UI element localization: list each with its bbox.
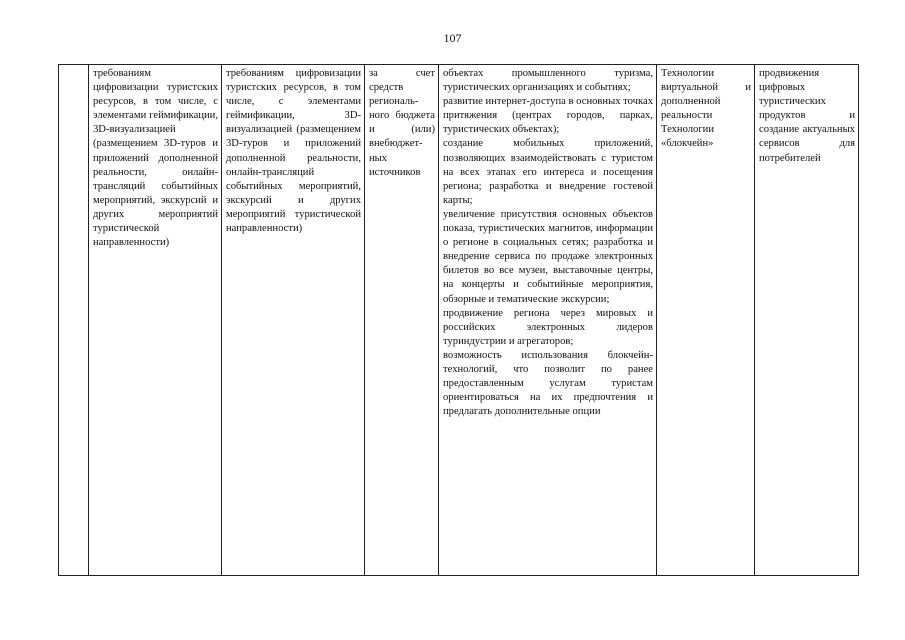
measures-table <box>58 64 859 576</box>
measure-item: создание мобильных приложений, позволяющих взаимодействовать с туристом на всех этапах его интереса и посещения региона; разработка и внедрение гостевой карты; <box>443 138 653 206</box>
measure-item: объектах промышленного туризма, туристических организациях и событиях; <box>443 68 653 94</box>
measure-item: увеличение присутствия основных объектов показа, туристических магнитов, информации о регионе в социальных сетях; разработка и внедрение сервиса по продаже электронных билетов во все музеи, выставочные центры, на концерты и событийные мероприятия, обзорные и тематические экскурсии; <box>443 208 653 305</box>
measure-item: возможность использования блокчейн-технологий, что позволит по ранее предоставленным услугам туристам ориентироваться на их предпочтения и предлагать дополнительные опции <box>443 349 653 418</box>
funding-cell <box>365 65 439 576</box>
table-row <box>59 65 859 576</box>
measure-item: продвижение региона через мировых и российских электронных лидеров туриндустрии и агрегаторов; <box>443 307 653 347</box>
results-text: продвижения цифровых туристических продуктов и создание актуальных сервисов для потребителей <box>759 68 855 164</box>
technologies-text: Технологии виртуальной и дополненной реальности Технологии «блокчейн» <box>661 68 751 150</box>
funding-text: за счет средств региональ-ного бюджета и (или) внебюджет-ных источников <box>369 68 435 178</box>
measure-item: развитие интернет-доступа в основных точках притяжения (центрах городов, парках, туристических объектах); <box>443 96 653 136</box>
goals-2-cell <box>222 65 365 576</box>
page-number: 107 <box>443 31 462 45</box>
goals-text: требованиям цифровизации туристских ресурсов, в том числе, с элементами геймификации, 3D-визуализацией (размещением 3D-туров и приложений дополненной реальности, онлайн-трансляций событийных мероприятий, экскурсий и других мероприятий туристической направленности) <box>93 68 218 249</box>
measures-cell <box>439 65 657 576</box>
index-cell <box>59 65 89 576</box>
goals-2-text: требованиям цифровизации туристских ресурсов, в том числе, с элементами геймификации, 3D-визуализацией (размещением 3D-туров и приложений дополненной реальности, онлайн-трансляций событийных мероприятий, экскурсий и других мероприятий туристической направленности) <box>226 68 361 235</box>
goals-cell <box>89 65 222 576</box>
technologies-cell <box>657 65 755 576</box>
results-cell <box>755 65 859 576</box>
